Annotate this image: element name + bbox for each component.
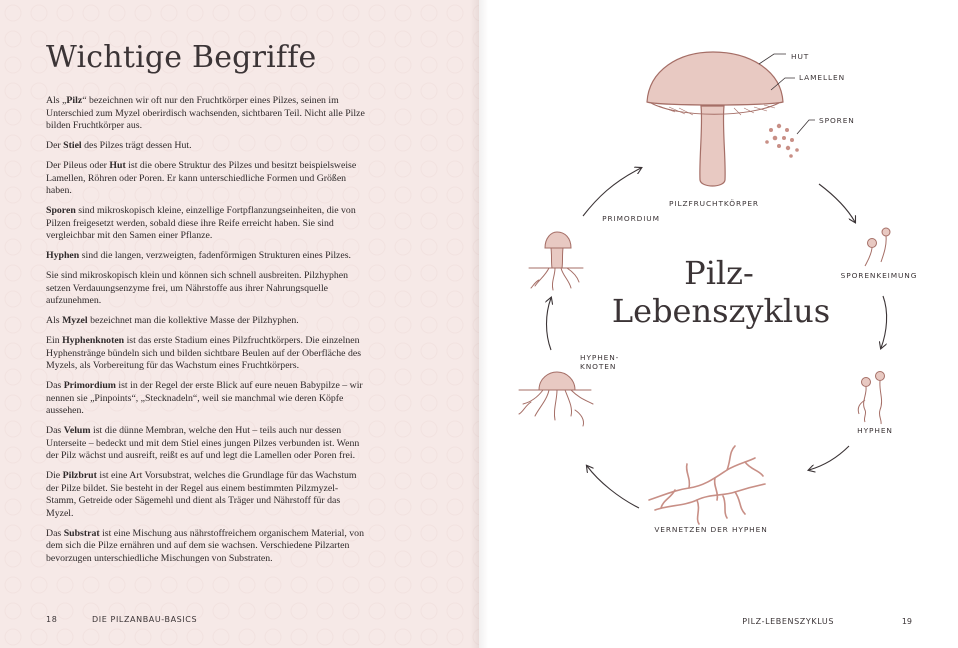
hyphae-illustration: [858, 372, 884, 425]
arrow-to-pilzfruchtkoerper: [583, 168, 641, 216]
arrow-to-sporenkeimung: [819, 184, 855, 222]
book-gutter: [470, 0, 488, 648]
term: Sporen: [46, 205, 76, 216]
mycelium-network-illustration: [649, 446, 765, 524]
paragraph-stiel: Der Stiel des Pilzes trägt dessen Hut.: [46, 140, 192, 151]
arrow-to-vernetzen: [809, 446, 849, 470]
paragraph-hyphen: Hyphen sind die langen, verzweigten, fadenförmigen Strukturen eines Pilzes.: [46, 250, 352, 261]
arrow-to-hyphenknoten: [587, 466, 639, 508]
label-hyphenknoten-line2: KNOTEN: [580, 362, 617, 371]
term: Primordium: [63, 380, 116, 391]
paragraph-myzel: Als Myzel bezeichnet man die kollektive Masse der Pilzhyphen.: [46, 315, 299, 326]
life-cycle-diagram: [479, 0, 958, 648]
term: Pilz: [66, 95, 83, 106]
page-title: Wichtige Begriffe: [46, 40, 317, 75]
paragraph-hyphenknoten: Ein Hyphenknoten ist das erste Stadium eines Pilzfruchtkörpers. Die einzelnen Hyphenstränge bündeln sich und bilden sichtbare Beulen auf der Oberfläche des Myzels, als Vorbereitung für das Wachstum eines Fruchtkörpers.: [46, 335, 362, 371]
mushroom-illustration: [647, 52, 799, 186]
label-sporen: SPOREN: [819, 116, 855, 125]
hyphal-knot-illustration: [519, 372, 593, 426]
paragraph-pilzbrut: Die Pilzbrut ist eine Art Vorsubstrat, welches die Grundlage für das Wachstum der Pilze bildet. Sie besteht in der Regel aus einem bestimmten Pilzmyzel-Stamm, Getreide oder Sägemehl und dient als Träger und Nährstoff für das Myzel.: [46, 470, 357, 519]
running-head-right: PILZ-LEBENSZYKLUS: [742, 617, 834, 626]
cycle-arrows: [547, 168, 887, 508]
label-hyphen: HYPHEN: [857, 426, 893, 435]
term: Hyphenknoten: [62, 335, 125, 346]
label-pilzfruchtkoerper: PILZFRUCHTKÖRPER: [669, 199, 759, 208]
term: Hyphen: [46, 250, 80, 261]
paragraph-velum: Das Velum ist die dünne Membran, welche den Hut – teils auch nur dessen Unterseite – bedeckt und mit dem Stiel eines jungen Pilzes verbunden ist. Wenn der Pilz wächst und ausreift, reißt es auf und legt die Lamellen oder Poren frei.: [46, 425, 360, 461]
term: Stiel: [63, 140, 82, 151]
term: Velum: [63, 425, 91, 436]
diagram-title-line1: Pilz-: [684, 254, 754, 292]
page-number-left: 18: [46, 615, 58, 624]
paragraph-hut: Der Pileus oder Hut ist die obere Struktur des Pilzes und besitzt beispielsweise Lamellen, Röhren oder Poren. Er kann unterschiedliche Formen und Größen haben.: [46, 160, 357, 196]
label-hut: HUT: [791, 52, 810, 61]
running-head-left: DIE PILZANBAU-BASICS: [92, 615, 198, 624]
term: Myzel: [62, 315, 88, 326]
label-hyphenknoten-line1: HYPHEN-: [580, 353, 620, 362]
primordium-illustration: [529, 232, 583, 290]
paragraph-sporen: Sporen sind mikroskopisch kleine, einzellige Fortpflanzungseinheiten, die von Pilzen freigesetzt werden, sobald diese ihre Reife erreicht haben. Sie sind vergleichbar mit den Samen einer Pflanze.: [46, 205, 356, 241]
term: Substrat: [63, 527, 100, 539]
spore-germination-illustration: [865, 228, 890, 266]
term: Pilzbrut: [62, 470, 97, 481]
paragraph-pilz: Als „Pilz“ bezeichnen wir oft nur den Fruchtkörper eines Pilzes, seinen im Unterschied zum Myzel oberirdisch wachsenden, sichtbaren Teil. Nicht alle Pilze bilden Fruchtkörper aus.: [46, 95, 365, 131]
arrow-to-hyphen: [881, 296, 887, 348]
diagram-title-line2: Lebenszyklus: [611, 292, 831, 330]
page-number-right: 19: [901, 617, 912, 626]
label-vernetzen-der-hyphen: VERNETZEN DER HYPHEN: [654, 525, 768, 534]
paragraph-hyphen-detail: Sie sind mikroskopisch klein und können sich schnell ausbreiten. Pilzhyphen setzen Verdauungsenzyme frei, um Nährstoffe aus ihrer Nahrungsquelle aufzunehmen.: [46, 270, 349, 306]
glossary-text: [46, 95, 368, 573]
label-lamellen: LAMELLEN: [799, 73, 846, 82]
term: Hut: [109, 160, 126, 171]
paragraph-primordium: Das Primordium ist in der Regel der erste Blick auf eure neuen Babypilze – wir nennen sie „Pinpoints“, „Stecknadeln“, weil sie manchmal wie deren Köpfe aussehen.: [46, 380, 363, 416]
label-sporenkeimung: SPORENKEIMUNG: [840, 271, 918, 280]
label-primordium: PRIMORDIUM: [602, 214, 660, 223]
paragraph-substrat: Das Substrat ist eine Mischung aus nährstoffreichem organischem Material, von dem sich die Pilze ernähren und auf dem sie wachsen. Verschiedene Pilzarten bevorzugen unterschiedliche Mischungen von Substraten.: [46, 527, 364, 564]
arrow-to-primordium: [547, 298, 552, 350]
